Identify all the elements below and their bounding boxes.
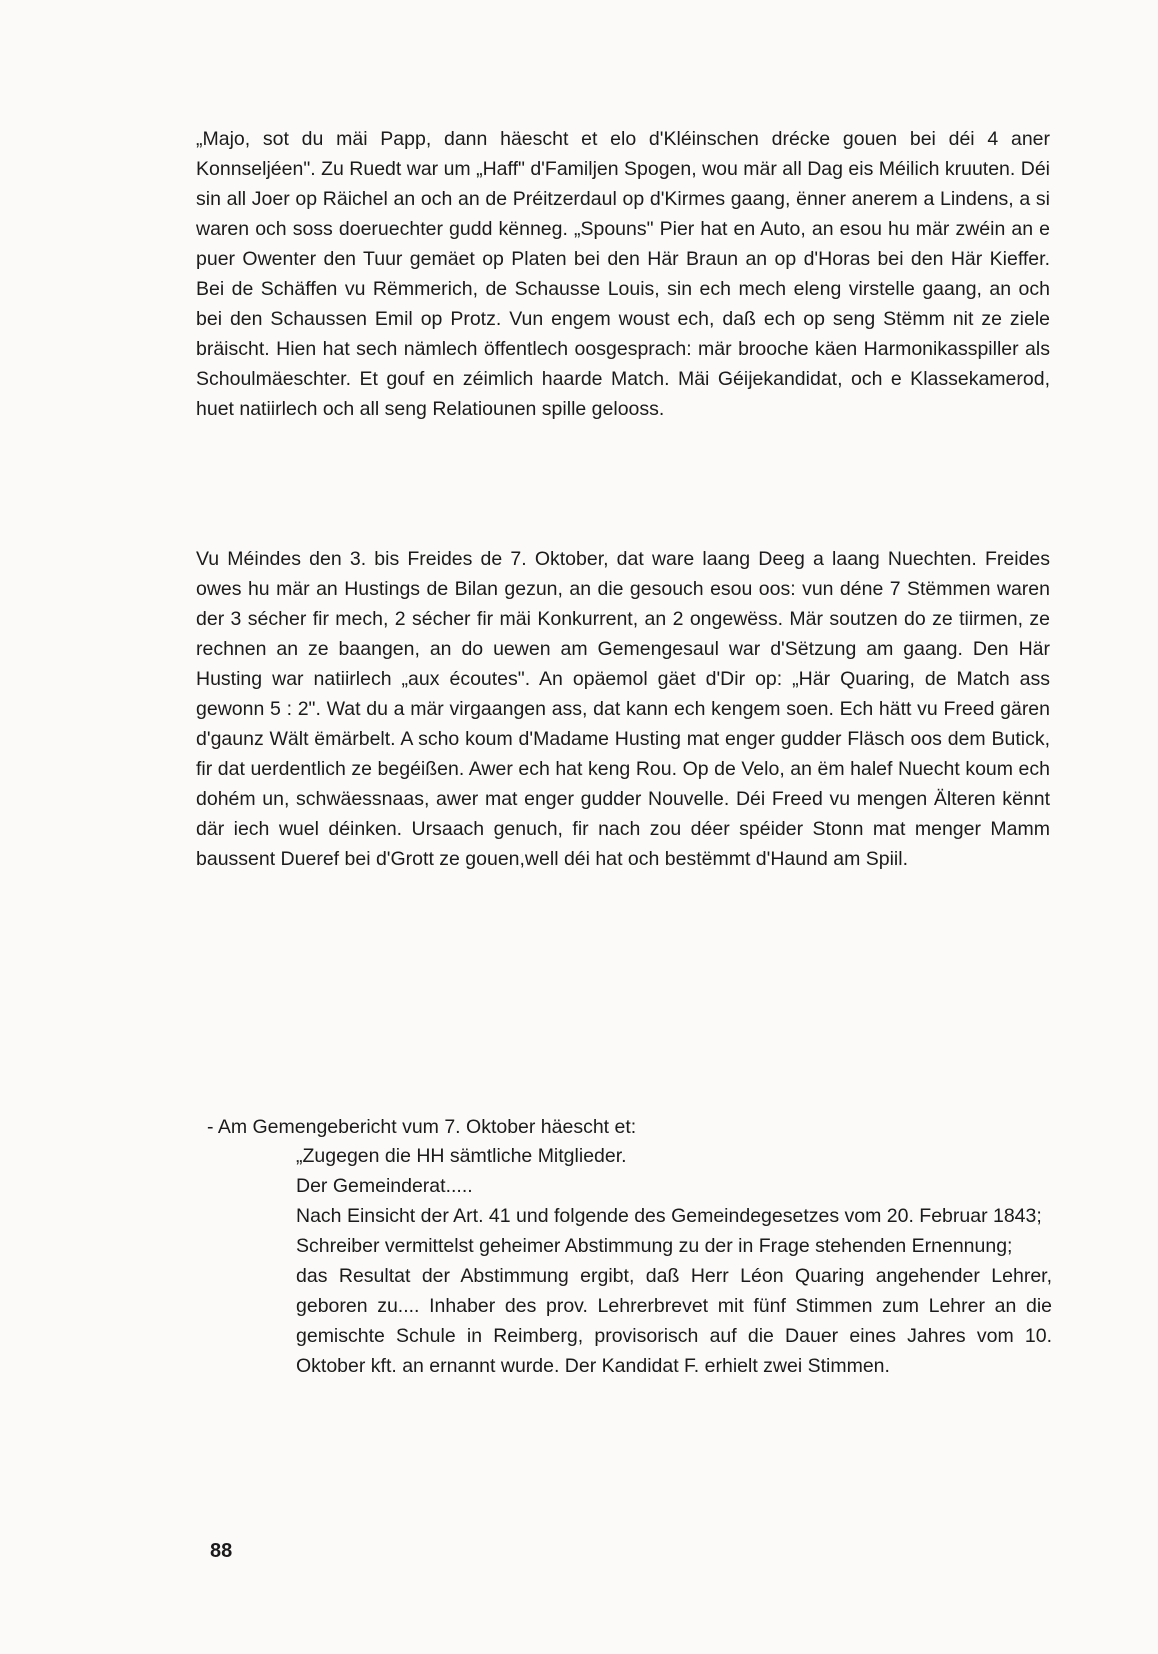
page-number: 88	[210, 1540, 233, 1562]
council-report-quote	[296, 1141, 1052, 1381]
report-line-council: Der Gemeinderat.....	[296, 1175, 473, 1197]
report-line-law: Nach Einsicht der Art. 41 und folgende des Gemeindegesetzes vom 20. Februar 1843;	[296, 1205, 1042, 1227]
paragraph-1: „Majo, sot du mäi Papp, dann häescht et elo d'Kléinschen drécke gouen bei déi 4 aner Konnseljéen". Zu Ruedt war um „Haff" d'Familjen Spogen, wou mär all Dag eis Méilich kruuten. Déi sin all Joer op Räichel an och an de Préitzerdaul op d'Kirmes gaang, ënner anerem a Lindens, a si waren och soss doeruechter gudd kënneg. „Spouns" Pier hat en Auto, an esou hu mär zwéin an e puer Owenter den Tuur gemäet op Platen bei den Här Braun an op d'Horas bei den Här Kieffer. Bei de Schäffen vu Rëmmerich, de Schausse Louis, sin ech mech eleng virstelle gaang, an och bei den Schaussen Emil op Protz. Vun engem woust ech, daß ech op seng Stëmm nit ze ziele bräischt. Hien hat sech nämlech öffentlech oosgesprach: mär brooche käen Harmonikasspiller als Schoulmäeschter. Et gouf en zéimlich haarde Match. Mäi Géijekandidat, och e Klassekamerod, huet natiirlech och all seng Relatiounen spille gelooss.	[196, 128, 1050, 420]
report-line-result: das Resultat der Abstimmung ergibt, daß Herr Léon Quaring angehender Lehrer, geboren zu.... Inhaber des prov. Lehrerbrevet mit fünf Stimmen zum Lehrer an die gemischte Schule in Reimberg, provisorisch auf die Dauer eines Jahres vom 10. Oktober kft. an ernannt wurde. Der Kandidat F. erhielt zwei Stimmen.	[296, 1265, 1052, 1377]
report-line-present: „Zugegen die HH sämtliche Mitglieder.	[296, 1145, 627, 1167]
report-line-vote: Schreiber vermittelst geheimer Abstimmung zu der in Frage stehenden Ernennung;	[296, 1235, 1013, 1257]
report-intro: - Am Gemengebericht vum 7. Oktober häescht et:	[207, 1116, 637, 1138]
paragraph-2: Vu Méindes den 3. bis Freides de 7. Oktober, dat ware laang Deeg a laang Nuechten. Freides owes hu mär an Hustings de Bilan gezun, an die gesouch esou oos: vun déne 7 Stëmmen waren der 3 sécher fir mech, 2 sécher fir mäi Konkurrent, an 2 ongewëss. Mär soutzen do ze tiirmen, ze rechnen an ze baangen, an do uewen am Gemengesaul war d'Sëtzung am gaang. Den Här Husting war natiirlech „aux écoutes". An opäemol gäet d'Dir op: „Här Quaring, de Match ass gewonn 5 : 2". Wat du a mär virgaangen ass, dat kann ech kengem soen. Ech hätt vu Freed gären d'gaunz Wält ëmärbelt. A scho koum d'Madame Husting mat enger gudder Fläsch oos dem Butick, fir dat uerdentlich ze begéißen. Awer ech hat keng Rou. Op de Velo, an ëm halef Nuecht koum ech dohém un, schwäessnaas, awer mat enger gudder Nouvelle. Déi Freed vu mengen Älteren kënnt där iech wuel déinken. Ursaach genuch, fir nach zou déer spéider Stonn mat menger Mamm baussent Dueref bei d'Grott ze gouen,well déi hat och bestëmmt d'Haund am Spiil.	[196, 548, 1050, 870]
